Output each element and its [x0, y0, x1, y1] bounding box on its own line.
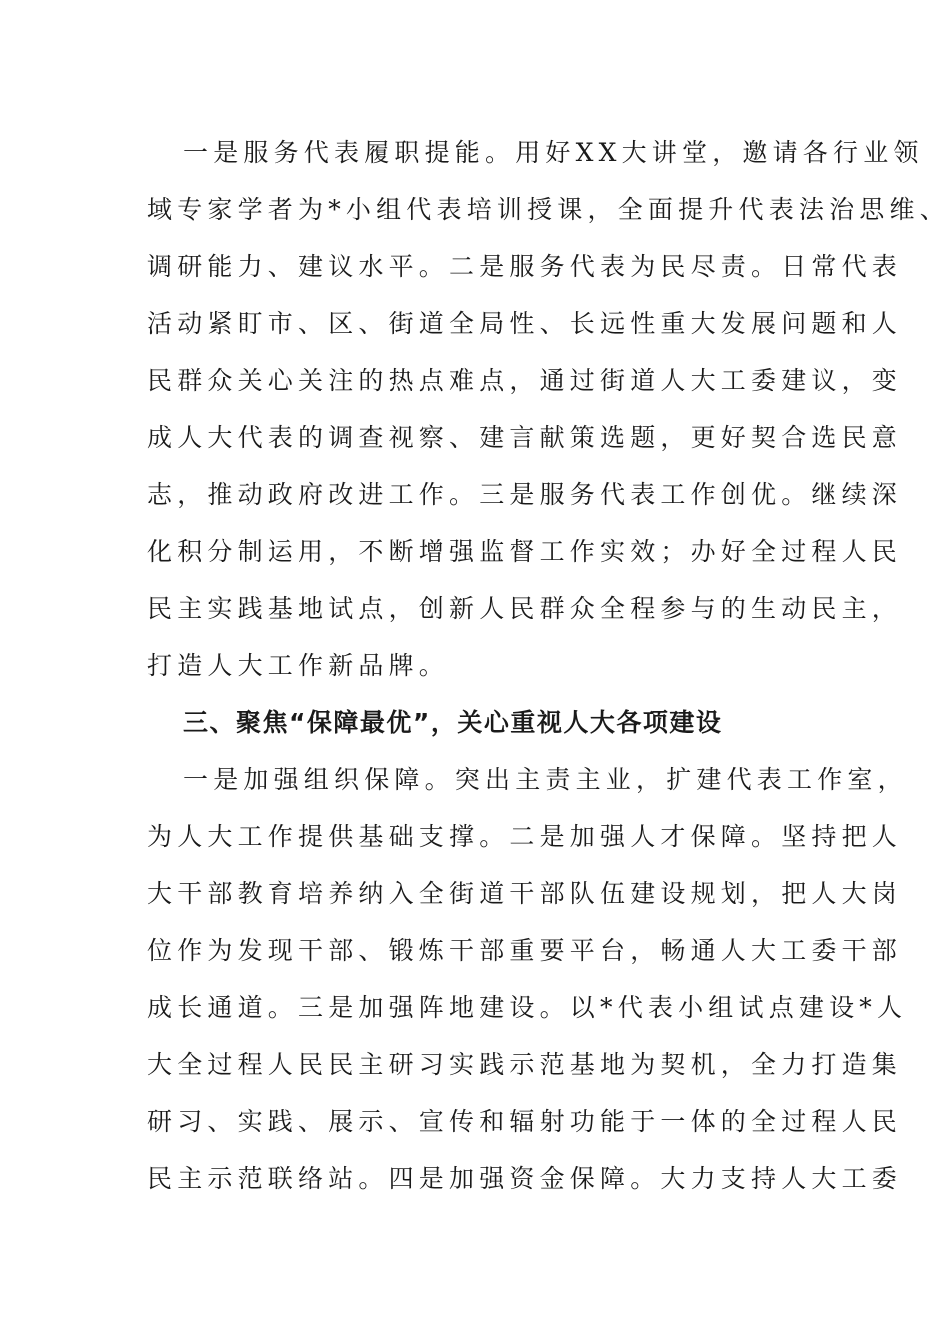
- paragraph-1-line-2: 域专家学者为*小组代表培训授课，全面提升代表法治思维、: [147, 195, 950, 224]
- paragraph-1-line-1: 一是服务代表履职提能。用好XX大讲堂，邀请各行业领: [183, 138, 924, 167]
- paragraph-1-line-10: 打造人大工作新品牌。: [147, 651, 450, 680]
- paragraph-2-line-1: 一是加强组织保障。突出主责主业，扩建代表工作室，: [183, 765, 908, 794]
- paragraph-1-line-7: 志，推动政府改进工作。三是服务代表工作创优。继续深: [147, 480, 903, 509]
- paragraph-2-line-6: 大全过程人民民主研习实践示范基地为契机，全力打造集: [147, 1050, 903, 1079]
- paragraph-1-line-6: 成人大代表的调查视察、建言献策选题，更好契合选民意: [147, 423, 903, 452]
- paragraph-2-line-5: 成长通道。三是加强阵地建设。以*代表小组试点建设*人: [147, 993, 908, 1022]
- paragraph-2-line-2: 为人大工作提供基础支撑。二是加强人才保障。坚持把人: [147, 822, 903, 851]
- paragraph-2-line-4: 位作为发现干部、锻炼干部重要平台，畅通人大工委干部: [147, 936, 903, 965]
- paragraph-1-line-5: 民群众关心关注的热点难点，通过街道人大工委建议，变: [147, 366, 903, 395]
- paragraph-1-line-9: 民主实践基地试点，创新人民群众全程参与的生动民主，: [147, 594, 903, 623]
- paragraph-1-line-8: 化积分制运用，不断增强监督工作实效；办好全过程人民: [147, 537, 903, 566]
- paragraph-1-line-4: 活动紧盯市、区、街道全局性、长远性重大发展问题和人: [147, 309, 903, 338]
- section-heading-3: 三、聚焦“保障最优”，关心重视人大各项建设: [183, 708, 723, 737]
- paragraph-2-line-7: 研习、实践、展示、宣传和辐射功能于一体的全过程人民: [147, 1107, 903, 1136]
- paragraph-2-line-3: 大干部教育培养纳入全街道干部队伍建设规划，把人大岗: [147, 879, 903, 908]
- paragraph-1-line-3: 调研能力、建议水平。二是服务代表为民尽责。日常代表: [147, 252, 903, 281]
- paragraph-2-line-8: 民主示范联络站。四是加强资金保障。大力支持人大工委: [147, 1164, 903, 1193]
